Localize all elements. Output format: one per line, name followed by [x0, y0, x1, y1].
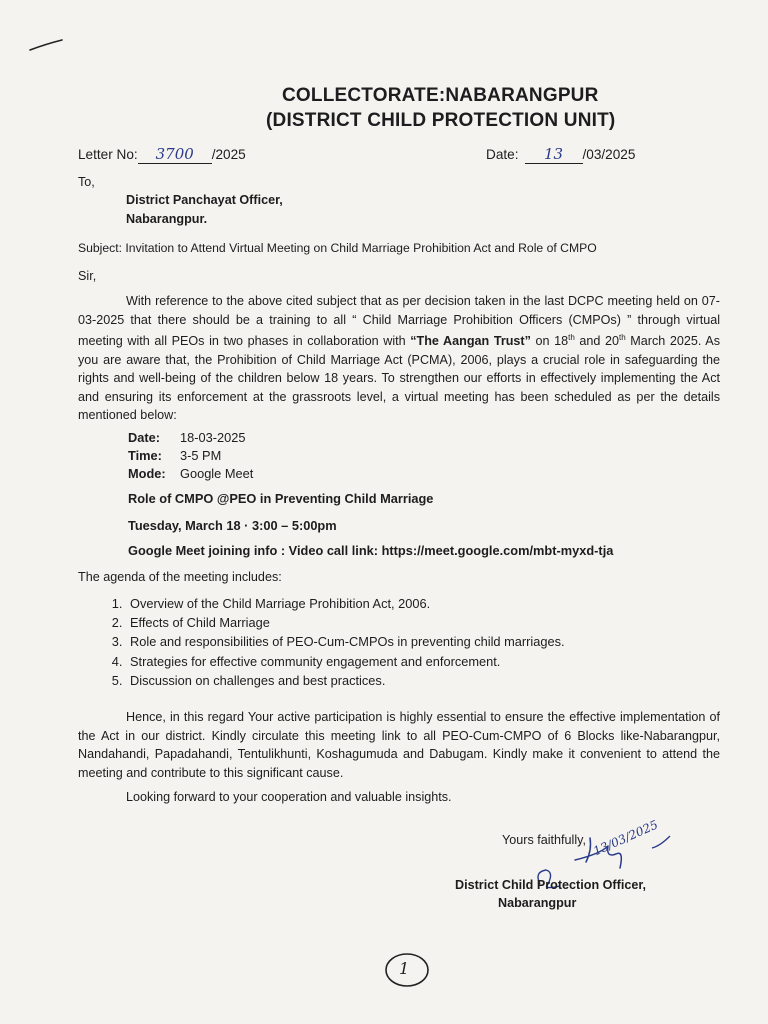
agenda-item: 4. Strategies for effective community engagement and enforcement. — [126, 652, 565, 671]
body-paragraph-3: Looking forward to your cooperation and valuable insights. — [126, 790, 452, 804]
p1-text-b: on 18 — [530, 334, 569, 349]
meeting-time-label: Time: — [128, 448, 162, 463]
meeting-when: Tuesday, March 18 · 3:00 – 5:00pm — [128, 518, 337, 533]
meeting-link[interactable]: Google Meet joining info : Video call link: https://meet.google.com/mbt-myxd-tja — [128, 543, 614, 558]
body-paragraph-1 — [78, 292, 720, 425]
subject-line: Subject: Invitation to Attend Virtual Meeting on Child Marriage Prohibition Act and Role of CMPO — [78, 241, 597, 255]
pen-mark-icon — [28, 36, 68, 56]
letter-number — [78, 145, 246, 164]
date-day-value: 13 — [525, 145, 583, 164]
letter-number-value: 3700 — [138, 145, 212, 164]
letter-number-suffix: /2025 — [211, 147, 246, 162]
agenda-list — [78, 594, 565, 690]
p1-text-a: With reference to the above cited subject that as per decision taken in the last DCPC meeting held on 07-03-2025 that there should be a training to all “ Child Marriage Prohibition Officers (CMPOs) ” through virtual meeting with all PEOs in two phases in collaboration with — [78, 294, 720, 349]
page-number: 1 — [399, 959, 410, 978]
agenda-item: 1. Overview of the Child Marriage Prohibition Act, 2006. — [126, 594, 565, 613]
to-label: To, — [78, 175, 95, 189]
signatory-designation: District Child Protection Officer, — [455, 878, 647, 892]
signature-date: 13/03/2025 — [591, 817, 661, 859]
meeting-date-value: 18-03-2025 — [180, 430, 246, 445]
yours-faithfully: Yours faithfully, — [502, 833, 587, 847]
p1-org-name: “The Aangan Trust” — [410, 334, 531, 349]
meeting-time-row — [128, 447, 253, 465]
p1-sup-1: th — [568, 333, 575, 342]
meeting-mode-label: Mode: — [128, 466, 166, 481]
signatory-place: Nabarangpur — [498, 896, 577, 910]
recipient-line1: District Panchayat Officer, — [126, 193, 283, 207]
salutation: Sir, — [78, 269, 97, 283]
office-title: COLLECTORATE:NABARANGPUR — [282, 85, 599, 106]
letter-date — [486, 145, 635, 164]
recipient-line2: Nabarangpur. — [126, 212, 208, 226]
letter-label: Letter No: — [78, 147, 138, 162]
p1-text-c: and 20 — [574, 334, 620, 349]
meeting-date-row — [128, 429, 253, 447]
date-suffix: /03/2025 — [582, 147, 636, 162]
p1-text-d: March 2025. As you are aware that, the Prohibition of Child Marriage Act (PCMA), 2006, plays a crucial role in safeguarding the rights and well-being of the children below 18 years. To strengthen our efforts in effectively implementing the Act and ensuring its enforcement at the grassroots level, a virtual meeting has been scheduled as per the details mentioned below: — [78, 334, 721, 423]
agenda-item: 5. Discussion on challenges and best practices. — [126, 671, 565, 690]
agenda-item: 2. Effects of Child Marriage — [126, 613, 565, 632]
date-label: Date: — [486, 147, 519, 162]
meeting-date-label: Date: — [128, 430, 160, 445]
meeting-mode-row — [128, 465, 253, 483]
agenda-item: 3. Role and responsibilities of PEO-Cum-CMPOs in preventing child marriages. — [126, 632, 565, 651]
meeting-title: Role of CMPO @PEO in Preventing Child Marriage — [128, 491, 434, 506]
agenda-intro: The agenda of the meeting includes: — [78, 570, 282, 584]
body-paragraph-2: Hence, in this regard Your active participation is highly essential to ensure the effective implementation of the Act in our district. Kindly circulate this meeting link to all PEO-Cum-CMPO of 6 Blocks like-Nabarangpur, Nandahandi, Papadahandi, Tentulikhunti, Koshagumuda and Dabugam. Kindly make it convenient to attend the meeting and contribute to this significant cause. — [78, 710, 720, 780]
unit-title: (DISTRICT CHILD PROTECTION UNIT) — [266, 110, 616, 131]
meeting-details — [128, 429, 253, 483]
meeting-mode-value: Google Meet — [180, 466, 254, 481]
meeting-time-value: 3-5 PM — [180, 448, 222, 463]
p1-sup-2: th — [619, 333, 626, 342]
